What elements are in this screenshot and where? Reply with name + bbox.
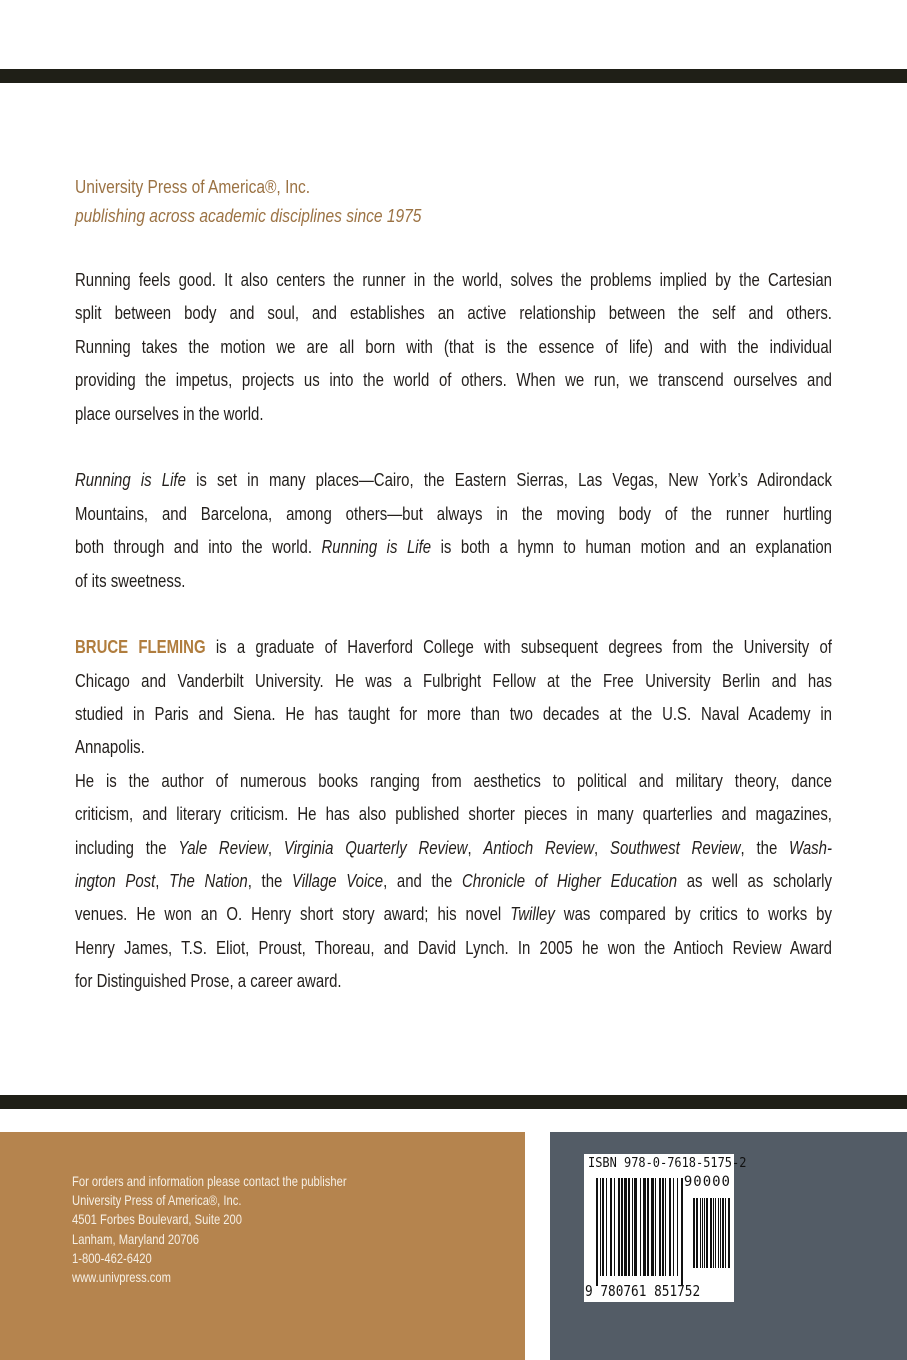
barcode-panel (550, 1132, 907, 1360)
text-line (75, 631, 832, 664)
paragraph (75, 765, 832, 999)
text-run: , (155, 871, 170, 892)
italic-title: Twilley (510, 904, 555, 925)
barcode-addon-bar (720, 1198, 721, 1268)
text-line (75, 498, 832, 531)
text-run: , (267, 837, 284, 858)
text-run: Henry James, T.S. Eliot, Proust, Thoreau, and David Lynch. In 2005 he won the Antioch Review Award (75, 937, 832, 958)
barcode-addon-bar (710, 1198, 712, 1268)
barcode-bar (610, 1178, 612, 1276)
barcode-bar (659, 1178, 661, 1276)
text-line (75, 731, 832, 764)
paragraph (75, 631, 832, 765)
contact-line: www.univpress.com (72, 1269, 171, 1286)
text-run: Annapolis. (75, 737, 145, 758)
text-line (75, 665, 832, 698)
barcode-addon-bar (722, 1198, 724, 1268)
text-run: studied in Paris and Siena. He has taught for more than two decades at the U.S. Naval Academy in (75, 704, 832, 725)
text-run: was compared by critics to works by (554, 904, 832, 925)
bottom-rule (0, 1095, 907, 1109)
text-line (75, 965, 832, 998)
text-run: , and the (383, 871, 462, 892)
text-line (75, 264, 832, 297)
text-run: He is the author of numerous books ranging from aesthetics to political and military theory, dance (75, 770, 832, 791)
barcode-addon-bar (715, 1198, 716, 1268)
text-line (75, 798, 832, 831)
barcode-bar (647, 1178, 649, 1276)
price-code: 90000 (683, 1174, 731, 1190)
italic-title: Virginia Quarterly Review (283, 837, 468, 858)
text-run: , (467, 837, 484, 858)
text-line (75, 865, 832, 898)
text-run: venues. He won an O. Henry short story award; his novel (75, 904, 511, 925)
barcode-addon-bar (693, 1198, 695, 1268)
contact-panel (0, 1132, 525, 1360)
barcode-bar (621, 1178, 623, 1276)
publisher-block (75, 172, 421, 230)
barcode-bar (640, 1178, 641, 1276)
barcode-addon-bar (704, 1198, 705, 1268)
text-line (75, 698, 832, 731)
italic-title: Wash- (789, 837, 832, 858)
barcode-bar (662, 1178, 664, 1276)
contact-line: Lanham, Maryland 20706 (72, 1230, 200, 1247)
publisher-tagline: publishing across academic disciplines since 1975 (75, 205, 422, 226)
text-run: is a graduate of Haverford College with subsequent degrees from the University of (205, 637, 832, 658)
text-run: criticism, and literary criticism. He has also published shorter pieces in many quarterlies and magazines, (75, 804, 832, 825)
barcode-bar (600, 1178, 601, 1276)
author-name: BRUCE FLEMING (75, 637, 206, 658)
barcode-addon-bar (725, 1198, 726, 1268)
italic-title: Yale Review (178, 837, 268, 858)
barcode-bar (624, 1178, 627, 1276)
text-run: providing the impetus, projects us into the world of others. When we run, we transcend ourselves and (75, 370, 832, 391)
italic-title: Village Voice (292, 871, 384, 892)
barcode-addon-bar (728, 1198, 730, 1268)
contact-line: University Press of America®, Inc. (72, 1192, 242, 1209)
paragraph (75, 464, 832, 598)
text-line (75, 932, 832, 965)
text-line (75, 898, 832, 931)
barcode-bars (596, 1178, 732, 1288)
text-run: , the (247, 871, 293, 892)
contact-line: For orders and information please contact the publisher (72, 1173, 347, 1189)
italic-title: Southwest Review (609, 837, 741, 858)
contact-info (72, 1172, 347, 1287)
barcode-bar (665, 1178, 666, 1276)
text-run: for Distinguished Prose, a career award. (75, 971, 342, 992)
isbn-text: ISBN 978-0-7618-5175-2 (588, 1156, 747, 1171)
contact-line: 4501 Forbes Boulevard, Suite 200 (72, 1211, 242, 1228)
barcode-addon-bar (713, 1198, 714, 1268)
text-line (75, 297, 832, 330)
text-run: is set in many places—Cairo, the Eastern Sierras, Las Vegas, New York’s Adirondack (185, 470, 832, 491)
barcode-bar (643, 1178, 646, 1276)
barcode-bar (681, 1178, 683, 1286)
text-line (75, 832, 832, 865)
text-run: Running feels good. It also centers the runner in the world, solves the problems implied by the Cartesian (75, 270, 832, 290)
italic-title: Running is Life (321, 537, 432, 558)
barcode-bar (606, 1178, 607, 1276)
barcode-bar (632, 1178, 633, 1276)
barcode-bar (634, 1178, 637, 1276)
cover-copy (75, 264, 832, 1032)
text-run: split between body and soul, and establishes an active relationship between the self and others. (75, 303, 832, 324)
italic-title: The Nation (169, 871, 248, 892)
paragraph (75, 264, 832, 431)
barcode-bar (669, 1178, 671, 1276)
italic-title: Chronicle of Higher Education (461, 871, 678, 892)
text-run: place ourselves in the world. (75, 403, 264, 424)
text-line (75, 331, 832, 364)
top-rule (0, 69, 907, 83)
barcode-bar (614, 1178, 615, 1276)
text-run: Mountains, and Barcelona, among others—but always in the moving body of the runner hurtling (75, 503, 832, 524)
text-line (75, 565, 832, 598)
barcode-bar (673, 1178, 674, 1276)
barcode-addon-bar (700, 1198, 701, 1268)
text-line (75, 765, 832, 798)
text-line (75, 398, 832, 431)
text-run: both through and into the world. (75, 537, 322, 558)
text-run: including the (75, 837, 179, 858)
barcode-bar (628, 1178, 630, 1276)
text-run: , (594, 837, 610, 858)
barcode-bar (618, 1178, 620, 1276)
text-line (75, 464, 832, 497)
text-run: as well as scholarly (677, 871, 832, 892)
text-run: of its sweetness. (75, 570, 186, 591)
barcode-addon-bar (718, 1198, 719, 1268)
contact-line: 1-800-462-6420 (72, 1249, 152, 1266)
publisher-name: University Press of America®, Inc. (75, 176, 311, 197)
barcode-addon-bar (696, 1198, 698, 1268)
barcode-label (584, 1154, 747, 1302)
barcode-bar (677, 1178, 678, 1276)
text-line (75, 531, 832, 564)
italic-title: Antioch Review (483, 837, 595, 858)
italic-title: Running is Life (75, 470, 186, 491)
text-run: Running takes the motion we are all born with (that is the essence of life) and with the individual (75, 336, 832, 357)
text-run: , the (740, 837, 790, 858)
barcode-addon-bar (706, 1198, 708, 1268)
text-run: Chicago and Vanderbilt University. He was a Fulbright Fellow at the Free University Berlin and has (75, 670, 832, 691)
ean-digits: 9 780761 851752 (585, 1282, 701, 1300)
barcode-bar (596, 1178, 598, 1286)
italic-title: ington Post (75, 871, 156, 892)
barcode-bar (651, 1178, 654, 1276)
barcode-bar (655, 1178, 656, 1276)
text-run: is both a hymn to human motion and an explanation (431, 537, 832, 558)
barcode-bar (602, 1178, 604, 1276)
text-line (75, 364, 832, 397)
barcode-addon-bar (702, 1198, 703, 1268)
